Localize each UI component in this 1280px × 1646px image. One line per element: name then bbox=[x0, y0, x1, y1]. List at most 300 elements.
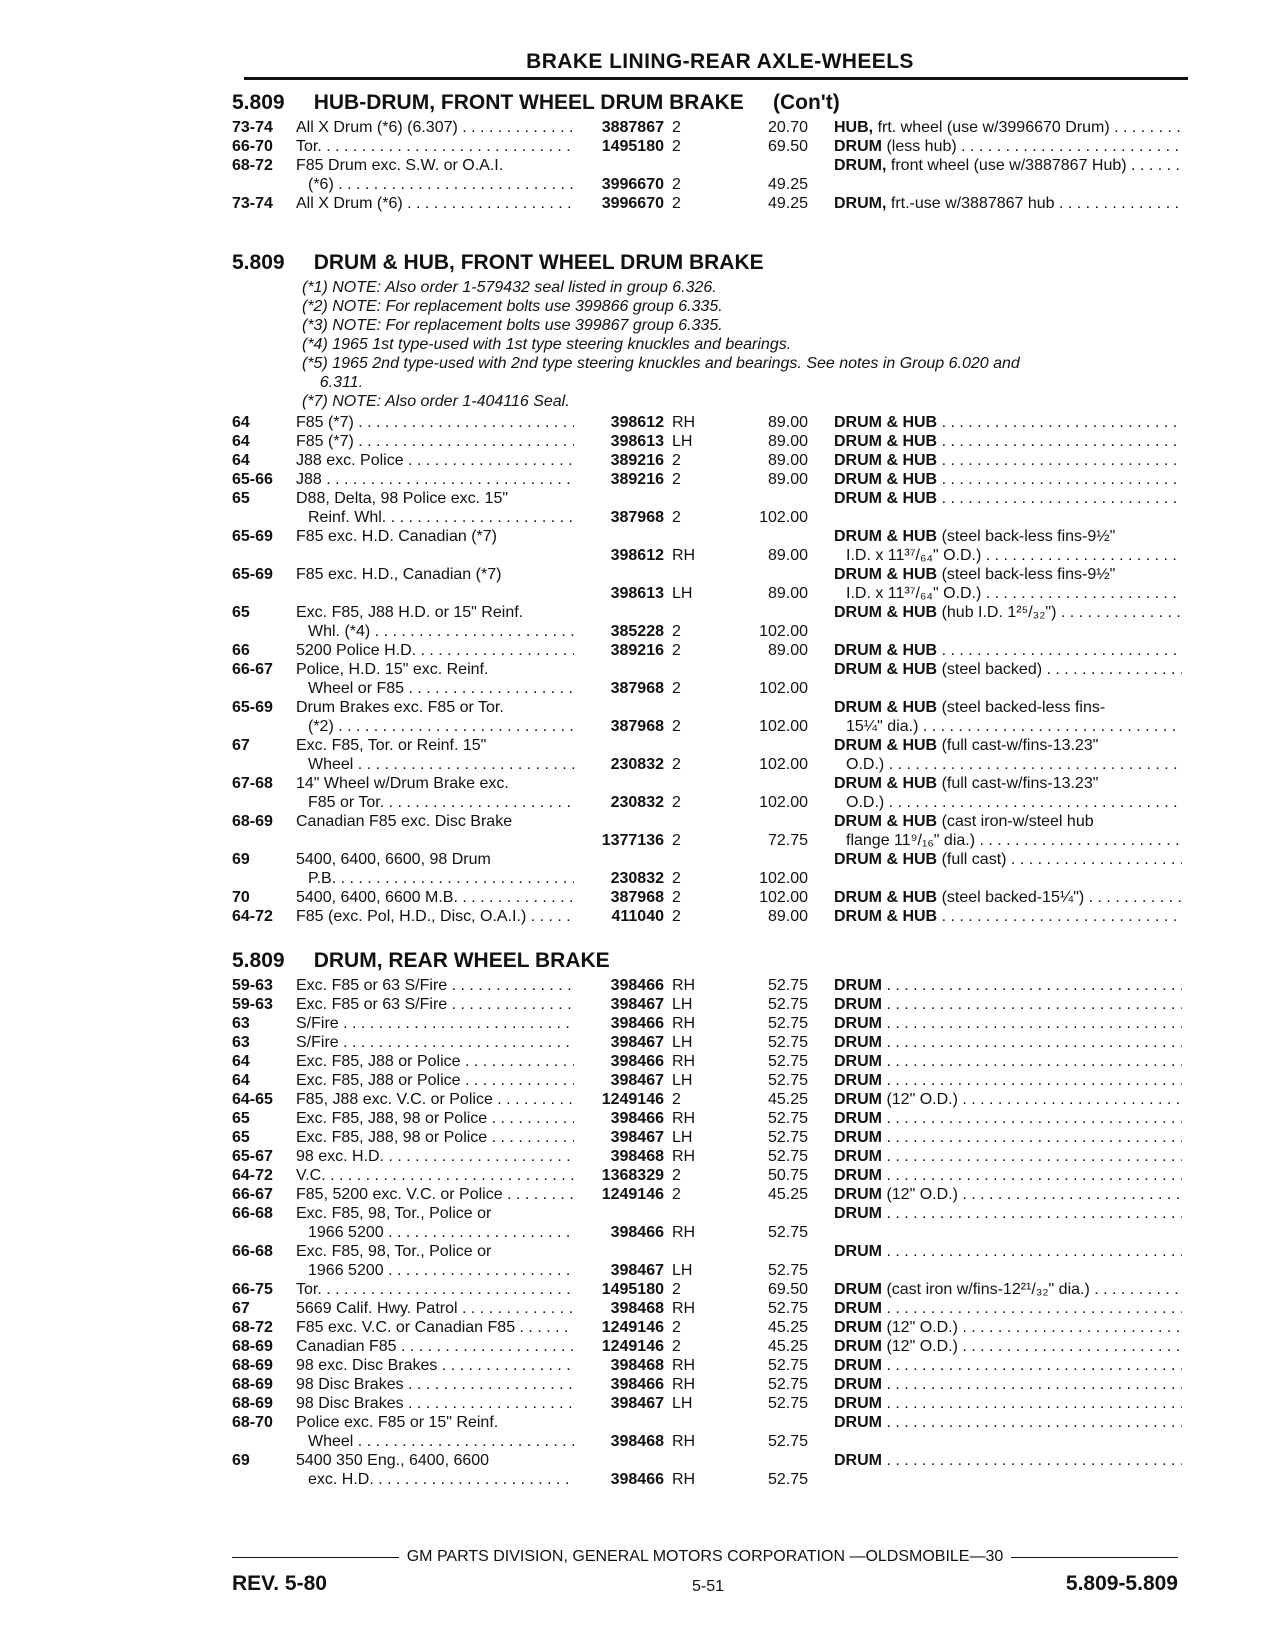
quantity-cell: 2 bbox=[672, 195, 681, 212]
quantity-cell: 2 bbox=[672, 908, 681, 925]
year-cell: 59-63 bbox=[232, 996, 273, 1013]
part-detail: (steel backed-15¼") . . . bbox=[942, 889, 1182, 906]
table-row bbox=[232, 1242, 1182, 1261]
part-number-cell bbox=[574, 1451, 672, 1470]
table-row bbox=[232, 565, 1182, 584]
year-cell: 67 bbox=[232, 737, 250, 754]
part-name-cell bbox=[834, 565, 1182, 584]
description-text: Exc. F85, Tor. or Reinf. 15" bbox=[296, 737, 487, 754]
part-number-cell: 398467 bbox=[610, 1262, 664, 1279]
description-cell bbox=[296, 413, 574, 432]
description-cell bbox=[296, 622, 574, 641]
part-number-cell: 398466 bbox=[610, 977, 664, 994]
description-text: 1966 5200 . . . bbox=[296, 1224, 574, 1241]
part-number-cell bbox=[574, 1413, 672, 1432]
price-cell: 45.25 bbox=[767, 1338, 808, 1355]
table-row bbox=[232, 451, 1182, 470]
year-cell: 63 bbox=[232, 1034, 250, 1051]
table-row bbox=[232, 976, 1182, 995]
price-cell: 52.75 bbox=[767, 977, 808, 994]
part-detail: frt.-use w/3887867 hub . . . bbox=[891, 195, 1182, 212]
part-name-cell bbox=[834, 1451, 1182, 1470]
part-name-cell bbox=[834, 1014, 1182, 1033]
part-name: DRUM & HUB bbox=[834, 452, 938, 469]
table-row bbox=[232, 194, 1182, 213]
footer-rule-left bbox=[232, 1557, 399, 1558]
part-name: DRUM bbox=[834, 977, 882, 994]
part-name: DRUM bbox=[834, 1015, 882, 1032]
table-row bbox=[232, 489, 1182, 508]
part-detail bbox=[942, 471, 1182, 488]
price-cell: 89.00 bbox=[767, 547, 808, 564]
quantity-cell: 2 bbox=[672, 138, 681, 155]
description-text: F85, 5200 exc. V.C. or Police . . . bbox=[296, 1186, 574, 1203]
part-name: DRUM & HUB bbox=[834, 566, 938, 583]
part-name-cell bbox=[834, 831, 1182, 850]
year-cell: 69 bbox=[232, 1452, 250, 1469]
table-row bbox=[232, 736, 1182, 755]
description-text: (*2) . . . bbox=[296, 718, 574, 735]
description-cell bbox=[296, 1280, 574, 1299]
year-cell: 65-69 bbox=[232, 699, 273, 716]
table-row bbox=[232, 888, 1182, 907]
price-cell bbox=[712, 736, 834, 755]
table-row bbox=[232, 1185, 1182, 1204]
part-number-cell: 398468 bbox=[610, 1300, 664, 1317]
description-cell bbox=[296, 1299, 574, 1318]
year-cell bbox=[232, 717, 296, 736]
part-detail: (12" O.D.) . . . bbox=[886, 1186, 1182, 1203]
description-text bbox=[296, 585, 308, 602]
quantity-cell: LH bbox=[672, 1262, 693, 1279]
table-row bbox=[232, 432, 1182, 451]
part-number-cell: 385228 bbox=[610, 623, 664, 640]
year-cell: 66-67 bbox=[232, 661, 273, 678]
part-name: DRUM & HUB bbox=[834, 528, 938, 545]
part-name-cell bbox=[834, 1470, 1182, 1489]
part-name-cell bbox=[834, 137, 1182, 156]
header-rule bbox=[244, 77, 1188, 80]
year-cell: 66-70 bbox=[232, 138, 273, 155]
part-detail bbox=[942, 433, 1182, 450]
part-name: DRUM & HUB bbox=[834, 414, 938, 431]
description-cell bbox=[296, 698, 574, 717]
quantity-cell: LH bbox=[672, 1395, 693, 1412]
table-row bbox=[232, 1261, 1182, 1280]
price-cell: 52.75 bbox=[767, 1148, 808, 1165]
price-cell bbox=[712, 565, 834, 584]
part-number-cell: 3887867 bbox=[601, 119, 664, 136]
description-text: F85 (*7) . . . bbox=[296, 414, 574, 431]
quantity-cell: 2 bbox=[672, 756, 681, 773]
part-detail bbox=[886, 1395, 1182, 1412]
part-number-cell: 1249146 bbox=[601, 1186, 664, 1203]
part-name-cell bbox=[834, 1261, 1182, 1280]
description-text: J88 . . . bbox=[296, 471, 574, 488]
part-name-cell bbox=[834, 1185, 1182, 1204]
part-name-cell bbox=[834, 1413, 1182, 1432]
part-detail: (12" O.D.) . . . bbox=[886, 1338, 1182, 1355]
price-cell bbox=[712, 660, 834, 679]
part-number-cell: 398466 bbox=[610, 1224, 664, 1241]
year-cell: 73-74 bbox=[232, 119, 273, 136]
part-detail: (steel backed-less fins- bbox=[941, 699, 1106, 716]
price-cell: 52.75 bbox=[767, 1262, 808, 1279]
part-name-cell bbox=[834, 1090, 1182, 1109]
part-name: DRUM & HUB bbox=[834, 642, 938, 659]
year-cell: 64-65 bbox=[232, 1091, 273, 1108]
part-name: DRUM bbox=[834, 996, 882, 1013]
part-detail: (hub I.D. 1²⁵/₃₂") . . . bbox=[942, 604, 1182, 621]
group-range: 5.809-5.809 bbox=[1065, 1572, 1178, 1595]
year-cell: 64 bbox=[232, 433, 250, 450]
table-row bbox=[232, 1109, 1182, 1128]
year-cell: 65-69 bbox=[232, 528, 273, 545]
table-row bbox=[232, 907, 1182, 926]
price-cell: 102.00 bbox=[759, 889, 808, 906]
description-cell bbox=[296, 717, 574, 736]
description-cell bbox=[296, 641, 574, 660]
quantity-cell: 2 bbox=[672, 870, 681, 887]
quantity-cell: LH bbox=[672, 585, 693, 602]
price-cell: 69.50 bbox=[767, 1281, 808, 1298]
description-cell bbox=[296, 1451, 574, 1470]
quantity-cell: RH bbox=[672, 1433, 696, 1450]
table-row bbox=[232, 413, 1182, 432]
section-title: 5.809 DRUM & HUB, FRONT WHEEL DRUM BRAKE bbox=[232, 251, 764, 274]
part-name-cell bbox=[834, 603, 1182, 622]
part-number-cell: 389216 bbox=[610, 452, 664, 469]
part-detail: (12" O.D.) . . . bbox=[886, 1091, 1182, 1108]
price-cell: 45.25 bbox=[767, 1091, 808, 1108]
section-title: 5.809 DRUM, REAR WHEEL BRAKE bbox=[232, 949, 610, 972]
description-text: 5200 Police H.D. . . . bbox=[296, 642, 574, 659]
year-cell bbox=[232, 175, 296, 194]
part-detail bbox=[942, 414, 1182, 431]
price-cell: 69.50 bbox=[767, 138, 808, 155]
section-notes bbox=[302, 278, 1182, 411]
part-name: DRUM & HUB bbox=[834, 699, 938, 716]
table-row bbox=[232, 118, 1182, 137]
quantity-cell bbox=[672, 736, 712, 755]
description-text: Exc. F85, 98, Tor., Police or bbox=[296, 1243, 492, 1260]
description-text: F85 exc. H.D., Canadian (*7) bbox=[296, 566, 502, 583]
year-cell: 66-68 bbox=[232, 1243, 273, 1260]
part-name: DRUM bbox=[834, 1357, 882, 1374]
part-number-cell: 398467 bbox=[610, 1072, 664, 1089]
part-name: DRUM & HUB bbox=[834, 775, 938, 792]
page-number: 5-51 bbox=[692, 1578, 725, 1595]
table-row bbox=[232, 1337, 1182, 1356]
description-cell bbox=[296, 470, 574, 489]
description-cell bbox=[296, 755, 574, 774]
description-text bbox=[296, 547, 308, 564]
price-cell: 50.75 bbox=[767, 1167, 808, 1184]
part-name: DRUM & HUB bbox=[834, 661, 938, 678]
part-name-cell bbox=[834, 1071, 1182, 1090]
price-cell: 89.00 bbox=[767, 471, 808, 488]
part-name-cell bbox=[834, 1166, 1182, 1185]
description-text: 98 Disc Brakes . . . bbox=[296, 1395, 574, 1412]
note-line: (*7) NOTE: Also order 1-404116 Seal. bbox=[302, 393, 570, 410]
part-name-cell bbox=[834, 679, 1182, 698]
description-cell bbox=[296, 888, 574, 907]
table-row bbox=[232, 717, 1182, 736]
price-cell: 102.00 bbox=[759, 794, 808, 811]
price-cell: 52.75 bbox=[767, 1110, 808, 1127]
description-text: 1966 5200 . . . bbox=[296, 1262, 574, 1279]
part-name-cell bbox=[834, 584, 1182, 603]
table-row bbox=[232, 175, 1182, 194]
price-cell bbox=[712, 812, 834, 831]
price-cell: 52.75 bbox=[767, 1395, 808, 1412]
part-detail: flange 11⁹/₁₆" dia.) . . . bbox=[834, 832, 1182, 849]
quantity-cell bbox=[672, 698, 712, 717]
description-cell bbox=[296, 584, 574, 603]
part-number-cell bbox=[574, 565, 672, 584]
section-drum-hub-front bbox=[232, 250, 1182, 926]
year-cell: 69 bbox=[232, 851, 250, 868]
part-number-cell: 387968 bbox=[610, 718, 664, 735]
quantity-cell: 2 bbox=[672, 832, 681, 849]
part-name-cell bbox=[834, 432, 1182, 451]
quantity-cell: 2 bbox=[672, 509, 681, 526]
part-name: DRUM bbox=[834, 1129, 882, 1146]
table-row bbox=[232, 812, 1182, 831]
price-cell: 89.00 bbox=[767, 585, 808, 602]
part-number-cell: 387968 bbox=[610, 680, 664, 697]
part-number-cell: 387968 bbox=[610, 889, 664, 906]
quantity-cell: 2 bbox=[672, 1091, 681, 1108]
description-cell bbox=[296, 1223, 574, 1242]
description-cell bbox=[296, 907, 574, 926]
part-name: DRUM bbox=[834, 1281, 882, 1298]
part-name-cell bbox=[834, 156, 1182, 175]
table-row bbox=[232, 1451, 1182, 1470]
part-detail bbox=[886, 1110, 1182, 1127]
description-text: 98 exc. Disc Brakes . . . bbox=[296, 1357, 574, 1374]
description-text: Exc. F85, J88, 98 or Police . . . bbox=[296, 1129, 574, 1146]
part-name-cell bbox=[834, 1242, 1182, 1261]
part-number-cell bbox=[574, 1242, 672, 1261]
description-text: Canadian F85 exc. Disc Brake bbox=[296, 813, 513, 830]
price-cell: 102.00 bbox=[759, 623, 808, 640]
year-cell: 68-69 bbox=[232, 1376, 273, 1393]
description-cell bbox=[296, 508, 574, 527]
description-cell bbox=[296, 118, 574, 137]
quantity-cell bbox=[672, 156, 712, 175]
description-text: F85 (*7) . . . bbox=[296, 433, 574, 450]
part-number-cell bbox=[574, 1204, 672, 1223]
description-text: Wheel or F85 . . . bbox=[296, 680, 574, 697]
part-number-cell bbox=[574, 774, 672, 793]
part-number-cell: 230832 bbox=[610, 870, 664, 887]
year-cell: 68-69 bbox=[232, 1338, 273, 1355]
quantity-cell: RH bbox=[672, 1357, 696, 1374]
price-cell: 45.25 bbox=[767, 1319, 808, 1336]
table-row bbox=[232, 1470, 1182, 1489]
part-number-cell: 389216 bbox=[610, 642, 664, 659]
price-cell: 89.00 bbox=[767, 908, 808, 925]
price-cell: 52.75 bbox=[767, 996, 808, 1013]
part-detail bbox=[886, 1148, 1182, 1165]
part-number-cell bbox=[574, 736, 672, 755]
part-name-cell bbox=[834, 1318, 1182, 1337]
part-name: DRUM & HUB bbox=[834, 813, 938, 830]
part-detail bbox=[886, 996, 1182, 1013]
part-name-cell bbox=[834, 995, 1182, 1014]
part-name-cell bbox=[834, 793, 1182, 812]
part-name-cell bbox=[834, 755, 1182, 774]
price-cell: 52.75 bbox=[767, 1433, 808, 1450]
part-number-cell: 398468 bbox=[610, 1148, 664, 1165]
price-cell: 52.75 bbox=[767, 1034, 808, 1051]
part-detail: 15¼" dia.) . . . bbox=[834, 718, 1182, 735]
quantity-cell bbox=[672, 565, 712, 584]
price-cell: 49.25 bbox=[767, 195, 808, 212]
description-cell bbox=[296, 1090, 574, 1109]
footer-rule-right bbox=[1011, 1557, 1178, 1558]
table-row bbox=[232, 1432, 1182, 1451]
parts-table bbox=[232, 976, 1182, 1489]
quantity-cell bbox=[672, 1451, 712, 1470]
description-text: Tor. . . . bbox=[296, 1281, 574, 1298]
price-cell: 89.00 bbox=[767, 414, 808, 431]
quantity-cell bbox=[672, 1204, 712, 1223]
part-number-cell: 411040 bbox=[611, 908, 664, 925]
part-name-cell bbox=[834, 489, 1182, 508]
parts-table bbox=[232, 118, 1182, 213]
description-text: Exc. F85, J88, 98 or Police . . . bbox=[296, 1110, 574, 1127]
quantity-cell bbox=[672, 1242, 712, 1261]
part-detail: (full cast-w/fins-13.23" bbox=[941, 775, 1099, 792]
price-cell: 52.75 bbox=[767, 1300, 808, 1317]
part-number-cell: 398466 bbox=[610, 1110, 664, 1127]
table-row bbox=[232, 622, 1182, 641]
part-number-cell: 1249146 bbox=[601, 1338, 664, 1355]
year-cell: 66-75 bbox=[232, 1281, 273, 1298]
part-name: DRUM bbox=[834, 1167, 882, 1184]
part-detail bbox=[886, 1452, 1182, 1469]
quantity-cell: 2 bbox=[672, 1319, 681, 1336]
quantity-cell bbox=[672, 660, 712, 679]
description-cell bbox=[296, 1204, 574, 1223]
part-name: DRUM & HUB bbox=[834, 604, 938, 621]
year-cell bbox=[232, 1470, 296, 1489]
year-cell: 68-70 bbox=[232, 1414, 273, 1431]
quantity-cell: RH bbox=[672, 1148, 696, 1165]
part-detail: (cast iron w/fins-12²¹/₃₂" dia.) . . . bbox=[886, 1281, 1182, 1298]
description-cell bbox=[296, 1356, 574, 1375]
footer-bottom bbox=[232, 1572, 1178, 1598]
part-detail bbox=[942, 642, 1182, 659]
part-detail bbox=[942, 452, 1182, 469]
footer-line bbox=[232, 1548, 1178, 1566]
description-cell bbox=[296, 1337, 574, 1356]
part-number-cell: 1249146 bbox=[601, 1091, 664, 1108]
price-cell: 52.75 bbox=[767, 1053, 808, 1070]
part-number-cell: 398467 bbox=[610, 996, 664, 1013]
part-number-cell: 398466 bbox=[610, 1053, 664, 1070]
part-number-cell: 398466 bbox=[610, 1015, 664, 1032]
description-text: V.C. . . . bbox=[296, 1167, 574, 1184]
part-number-cell bbox=[574, 698, 672, 717]
part-detail: (12" O.D.) . . . bbox=[886, 1319, 1182, 1336]
table-row bbox=[232, 1052, 1182, 1071]
part-name-cell bbox=[834, 976, 1182, 995]
part-name: DRUM & HUB bbox=[834, 889, 938, 906]
description-cell bbox=[296, 660, 574, 679]
part-name: DRUM bbox=[834, 1338, 882, 1355]
part-name: DRUM & HUB bbox=[834, 471, 938, 488]
part-detail bbox=[886, 1243, 1182, 1260]
price-cell bbox=[712, 156, 834, 175]
price-cell: 102.00 bbox=[759, 509, 808, 526]
part-detail bbox=[886, 1072, 1182, 1089]
price-cell: 49.25 bbox=[767, 176, 808, 193]
table-row bbox=[232, 1128, 1182, 1147]
quantity-cell: 2 bbox=[672, 642, 681, 659]
description-cell bbox=[296, 137, 574, 156]
description-cell bbox=[296, 850, 574, 869]
year-cell: 64 bbox=[232, 1072, 250, 1089]
part-name-cell bbox=[834, 812, 1182, 831]
part-name-cell bbox=[834, 698, 1182, 717]
table-row bbox=[232, 850, 1182, 869]
part-name-cell bbox=[834, 508, 1182, 527]
quantity-cell bbox=[672, 812, 712, 831]
description-text bbox=[296, 832, 308, 849]
quantity-cell: LH bbox=[672, 996, 693, 1013]
description-cell bbox=[296, 565, 574, 584]
part-name: DRUM bbox=[834, 1110, 882, 1127]
description-cell bbox=[296, 432, 574, 451]
part-name-cell bbox=[834, 1223, 1182, 1242]
description-text: exc. H.D. . . . bbox=[296, 1471, 574, 1488]
price-cell bbox=[712, 1242, 834, 1261]
part-number-cell: 398468 bbox=[610, 1433, 664, 1450]
year-cell bbox=[232, 679, 296, 698]
part-name-cell bbox=[834, 1128, 1182, 1147]
description-cell bbox=[296, 869, 574, 888]
description-text: Exc. F85 or 63 S/Fire . . . bbox=[296, 977, 574, 994]
description-text: F85 Drum exc. S.W. or O.A.I. bbox=[296, 157, 504, 174]
part-name: DRUM bbox=[834, 1205, 882, 1222]
quantity-cell: RH bbox=[672, 1015, 696, 1032]
part-name-cell bbox=[834, 1280, 1182, 1299]
part-number-cell: 230832 bbox=[610, 794, 664, 811]
table-row bbox=[232, 527, 1182, 546]
part-detail bbox=[886, 1300, 1182, 1317]
year-cell: 65 bbox=[232, 604, 250, 621]
price-cell bbox=[712, 527, 834, 546]
part-name: DRUM bbox=[834, 1243, 882, 1260]
part-detail: I.D. x 11³⁷/₆₄" O.D.) . . . bbox=[834, 585, 1182, 602]
quantity-cell: RH bbox=[672, 977, 696, 994]
part-detail bbox=[886, 1205, 1182, 1222]
description-cell bbox=[296, 1432, 574, 1451]
description-cell bbox=[296, 831, 574, 850]
description-cell bbox=[296, 1413, 574, 1432]
year-cell: 68-69 bbox=[232, 1395, 273, 1412]
description-cell bbox=[296, 1033, 574, 1052]
table-row bbox=[232, 1223, 1182, 1242]
part-name: DRUM bbox=[834, 1395, 882, 1412]
part-detail bbox=[886, 1015, 1182, 1032]
part-name-cell bbox=[834, 1052, 1182, 1071]
table-row bbox=[232, 995, 1182, 1014]
table-row bbox=[232, 869, 1182, 888]
